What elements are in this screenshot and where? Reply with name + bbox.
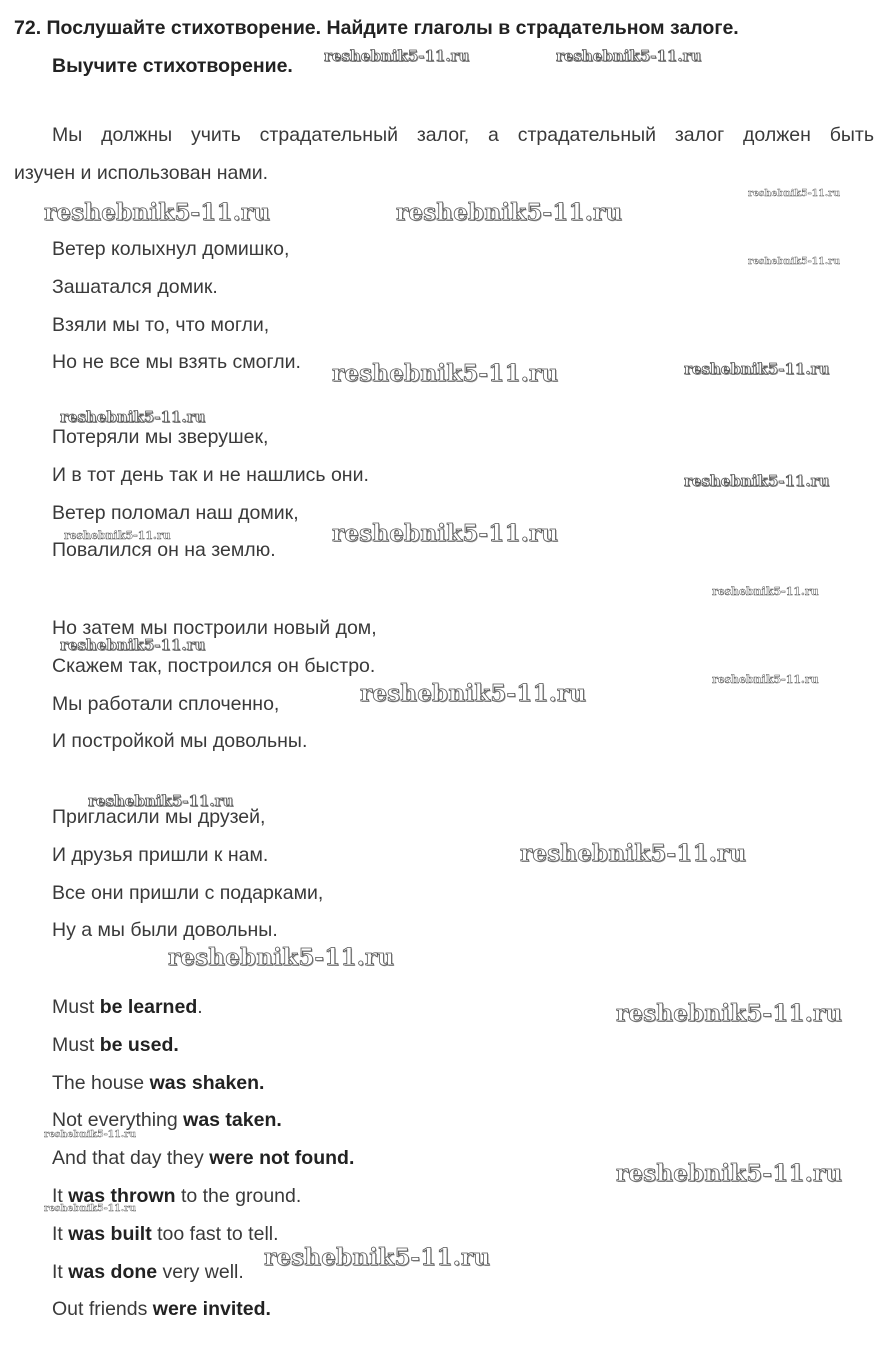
watermark: reshebnik5-11.ru bbox=[88, 792, 234, 810]
answer-line: Out friends were invited. bbox=[52, 1298, 271, 1321]
passive-verb: be used. bbox=[99, 1033, 179, 1056]
poem-line: Но затем мы построили новый дом, bbox=[52, 617, 377, 639]
watermark: reshebnik5-11.ru bbox=[748, 256, 841, 267]
answer-line: The house was shaken. bbox=[52, 1071, 265, 1094]
poem-stanza bbox=[52, 799, 323, 950]
watermark: reshebnik5-11.ru bbox=[332, 520, 559, 547]
poem-line: Ветер колыхнул домишко, bbox=[52, 238, 290, 260]
passive-verb: was shaken. bbox=[149, 1071, 265, 1094]
poem-stanza bbox=[52, 231, 301, 382]
watermark: reshebnik5-11.ru bbox=[60, 408, 206, 426]
watermark: reshebnik5-11.ru bbox=[168, 944, 395, 971]
watermark: reshebnik5-11.ru bbox=[712, 585, 819, 598]
poem-line: И друзья пришли к нам. bbox=[52, 843, 269, 866]
exercise-number: 72. bbox=[14, 17, 42, 39]
poem-line: И постройкой мы довольны. bbox=[52, 730, 308, 753]
watermark: reshebnik5-11.ru bbox=[60, 636, 206, 654]
poem-line: Зашатался домик. bbox=[52, 275, 218, 298]
passive-verb: was built bbox=[68, 1222, 152, 1245]
watermark: reshebnik5-11.ru bbox=[712, 673, 819, 686]
poem-line: Пригласили мы друзей, bbox=[52, 806, 266, 828]
passive-verb: were not found. bbox=[209, 1147, 355, 1170]
answer-line: It was thrown to the ground. bbox=[52, 1184, 302, 1207]
watermark: reshebnik5-11.ru bbox=[44, 1129, 137, 1140]
intro-line: изучен и использован нами. bbox=[14, 162, 269, 184]
poem-line: И в тот день так и не нашлись они. bbox=[52, 463, 369, 486]
answer-line: It was done very well. bbox=[52, 1260, 244, 1283]
watermark: reshebnik5-11.ru bbox=[684, 472, 830, 490]
watermark: reshebnik5-11.ru bbox=[616, 1000, 843, 1027]
answer-line: Not everything was taken. bbox=[52, 1109, 282, 1132]
poem-line: Все они пришли с подарками, bbox=[52, 881, 324, 904]
answer-line: Must be used. bbox=[52, 1033, 179, 1056]
poem-line: Потеряли мы зверушек, bbox=[52, 426, 269, 448]
exercise-instruction-line2: Выучите стихотворение. bbox=[52, 55, 293, 77]
watermark: reshebnik5-11.ru bbox=[556, 47, 702, 65]
watermark: reshebnik5-11.ru bbox=[264, 1244, 491, 1271]
answer-list bbox=[52, 989, 354, 1329]
intro-line: Мы должны учить страдательный залог, а страдательный залог должен быть bbox=[52, 124, 874, 146]
poem-stanza bbox=[52, 610, 377, 761]
poem-stanza bbox=[52, 419, 369, 570]
poem-line: Скажем так, построился он быстро. bbox=[52, 654, 376, 677]
watermark: reshebnik5-11.ru bbox=[44, 199, 271, 226]
exercise-instruction: Послушайте стихотворение. Найдите глаголы в страдательном залоге. bbox=[46, 17, 739, 39]
watermark: reshebnik5-11.ru bbox=[748, 188, 841, 199]
passive-verb: be learned bbox=[99, 996, 198, 1018]
watermark: reshebnik5-11.ru bbox=[64, 529, 171, 542]
watermark: reshebnik5-11.ru bbox=[520, 840, 747, 867]
answer-line: It was built too fast to tell. bbox=[52, 1222, 279, 1245]
passive-verb: was thrown bbox=[68, 1184, 176, 1207]
poem-line: Повалился он на землю. bbox=[52, 539, 276, 562]
answer-line: And that day they were not found. bbox=[52, 1147, 355, 1170]
poem-line: Взяли мы то, что могли, bbox=[52, 313, 270, 336]
watermark: reshebnik5-11.ru bbox=[360, 680, 587, 707]
watermark: reshebnik5-11.ru bbox=[44, 1203, 137, 1214]
passive-verb: was taken. bbox=[183, 1109, 282, 1132]
poem-line: Ну а мы были довольны. bbox=[52, 919, 278, 942]
passive-verb: were invited. bbox=[152, 1298, 271, 1321]
poem-line: Ветер поломал наш домик, bbox=[52, 501, 299, 524]
passive-verb: was done bbox=[68, 1260, 158, 1283]
poem-line: Но не все мы взять смогли. bbox=[52, 351, 301, 374]
watermark: reshebnik5-11.ru bbox=[332, 360, 559, 387]
poem-line: Мы работали сплоченно, bbox=[52, 692, 280, 715]
intro-paragraph bbox=[14, 116, 874, 192]
watermark: reshebnik5-11.ru bbox=[324, 47, 470, 65]
watermark: reshebnik5-11.ru bbox=[684, 360, 830, 378]
answer-line: Must be learned. bbox=[52, 996, 203, 1018]
watermark: reshebnik5-11.ru bbox=[396, 199, 623, 226]
watermark: reshebnik5-11.ru bbox=[616, 1160, 843, 1187]
